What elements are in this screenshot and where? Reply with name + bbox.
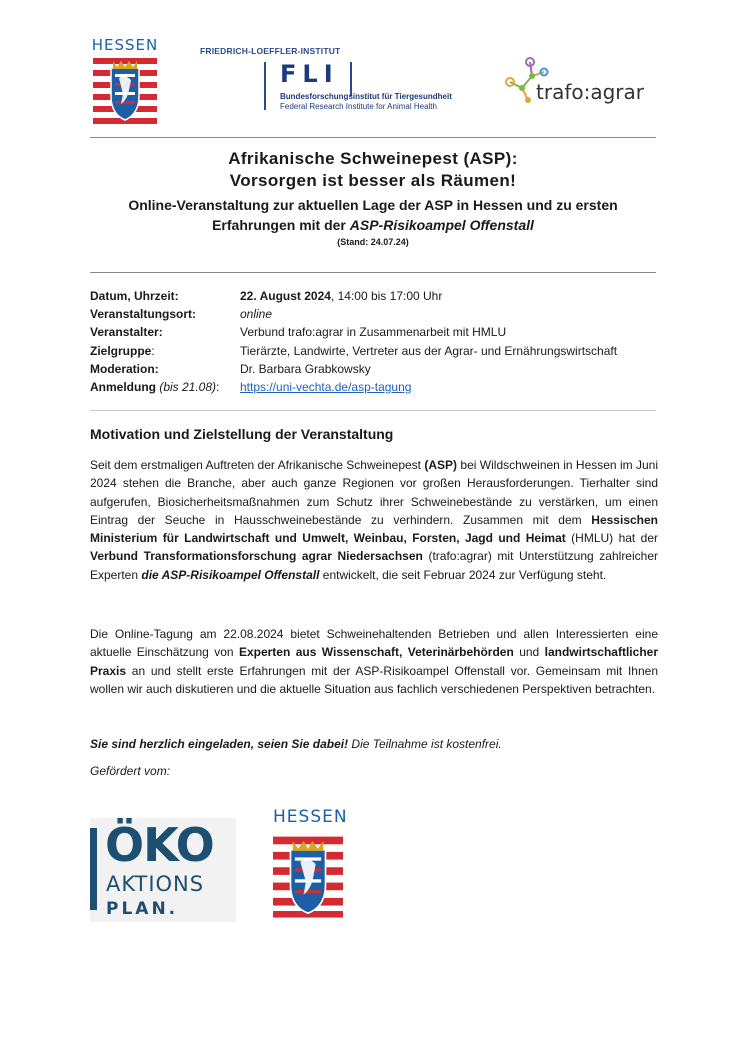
funded-by-label: Gefördert vom: [90,764,171,778]
oeko-aktionsplan-logo [90,818,236,922]
trafo-agrar-logo [500,54,660,110]
info-row-organizer [90,323,656,341]
fli-divider-left [264,62,266,110]
time-value: , 14:00 bis 17:00 Uhr [330,289,443,303]
p1-bold-verbund: Verbund Transformationsforschung agrar Niedersachsen [90,549,423,564]
info-row-location [90,305,656,323]
date-bold: 22. August 2024 [240,289,331,303]
target-label-text: Zielgruppe [90,343,152,358]
funder-logos [90,806,390,926]
fli-divider-right [350,62,352,96]
motivation-paragraph-2 [90,625,658,698]
p2-text-1: Die Online-Tagung am 22.08.2024 bietet Schweinehaltenden Betrieben und allen Interessierten eine aktuelle Einschätzung von [90,627,658,660]
plan-word: PLAN. [106,899,179,919]
info-divider [90,410,656,411]
subtitle-tool-name: ASP-Risikoampel Offenstall [349,217,534,233]
invitation-paragraph [90,735,658,753]
event-info-table [90,287,656,396]
p1-text-3: (HMLU) hat der [565,531,658,546]
invitation-free: Die Teilnahme ist kostenfrei. [348,737,502,751]
hessen-wordmark: HESSEN [91,36,159,54]
header-divider [90,137,656,138]
p1-text-2: bei Wildschweinen in Hessen im Juni 2024 stehen die Branche, aber auch ganze Regionen vor großen Herausforderungen. Tierhalter sind aufgerufen, Biosicherheitsmaßnahmen zum Schutz ihrer Schweinebestände zu verstärken, um einen Eintrag der Seuche in Hausschweinebestände zu verhindern. Zusammen mit dem [90,458,658,527]
title-block [90,148,656,247]
header-logos [90,36,656,126]
fli-logo [200,46,460,111]
hessen-coat-of-arms-icon [93,56,157,124]
info-row-target [90,342,656,360]
p2-bold-practice: landwirtschaftlicher Praxis [90,645,658,678]
event-subtitle [90,195,656,235]
hessen-logo [90,36,160,124]
oeko-bar [90,828,97,910]
motivation-paragraph-1 [90,456,658,584]
registration-label [90,378,240,396]
p1-text-4: (trafo:agrar) mit Unterstützung zahlreicher Experten [90,549,658,582]
date-value [240,287,656,305]
registration-label-text: Anmeldung [90,380,156,395]
registration-label-colon: : [216,380,220,395]
location-text: online [240,307,273,322]
location-label: Veranstaltungsort: [90,307,197,322]
fli-subtitle-de: Bundesforschungsinstitut für Tiergesundheit [280,92,452,101]
title-divider [90,272,656,273]
p1-bold-asp: (ASP) [424,458,458,472]
invitation-bold: Sie sind herzlich eingeladen, seien Sie dabei! [90,737,349,751]
registration-value [240,378,656,396]
registration-deadline: (bis 21.08) [156,380,217,395]
info-row-moderation [90,360,656,378]
registration-link[interactable]: https://uni-vechta.de/asp-tagung [240,380,412,395]
p1-bold-italic-tool: die ASP-Risikoampel Offenstall [141,567,320,582]
version-date: (Stand: 24.07.24) [337,237,409,247]
info-row-registration [90,378,656,396]
info-row-date [90,287,656,305]
location-value [240,305,656,323]
moderation-label: Moderation: [90,361,159,376]
p1-bold-ministry: Hessischen Ministerium für Landwirtschaft und Umwelt, Weinbau, Forsten, Jagd und Heimat [90,512,658,546]
section-heading: Motivation und Zielstellung der Veranstaltung [90,426,394,442]
target-value: Tierärzte, Landwirte, Vertreter aus der Agrar- und Ernährungswirtschaft [240,343,618,358]
organizer-label: Veranstalter: [90,325,163,340]
fli-subtitle-en: Federal Research Institute for Animal Health [280,102,437,111]
p2-text-3: an und stellt erste Erfahrungen mit der ASP-Risikoampel Offenstall vor. Gemeinsam mit Ihnen wollen wir auch diskutieren und die aktuelle Situation aus fachlich verschiedenen Perspektiven betrachten. [90,663,658,696]
fli-institute-name: FRIEDRICH-LOEFFLER-INSTITUT [200,46,341,56]
p1-text-5: entwickelt, die seit Februar 2024 zur Verfügung steht. [319,567,607,582]
hessen-coat-of-arms-bottom-icon [273,834,343,918]
subtitle-line1: Online-Veranstaltung zur aktuellen Lage der ASP in Hessen und zu ersten [128,197,618,213]
oeko-word: ÖKO [105,818,214,872]
page-title-line2: Vorsorgen ist besser als Räumen! [229,171,517,190]
trafo-agrar-wordmark: trafo:agrar [536,80,644,104]
aktions-word: AKTIONS [106,872,205,896]
hessen-wordmark-bottom: HESSEN [273,807,348,827]
date-label: Datum, Uhrzeit: [90,289,179,303]
moderation-value: Dr. Barbara Grabkowsky [240,361,371,376]
hessen-logo-bottom [273,806,348,918]
p1-text-1: Seit dem erstmaligen Auftreten der Afrikanische Schweinepest [90,458,425,472]
fli-acronym: FLI [280,60,339,88]
target-label [90,342,240,360]
organizer-value: Verbund trafo:agrar in Zusammenarbeit mit HMLU [240,325,507,340]
page-title-line1: Afrikanische Schweinepest (ASP): [228,149,518,168]
p2-bold-experts: Experten aus Wissenschaft, Veterinärbehörden [238,645,514,660]
subtitle-line2-text: Erfahrungen mit der [212,217,350,233]
p2-text-2: und [513,645,545,660]
target-label-colon: : [151,343,155,358]
